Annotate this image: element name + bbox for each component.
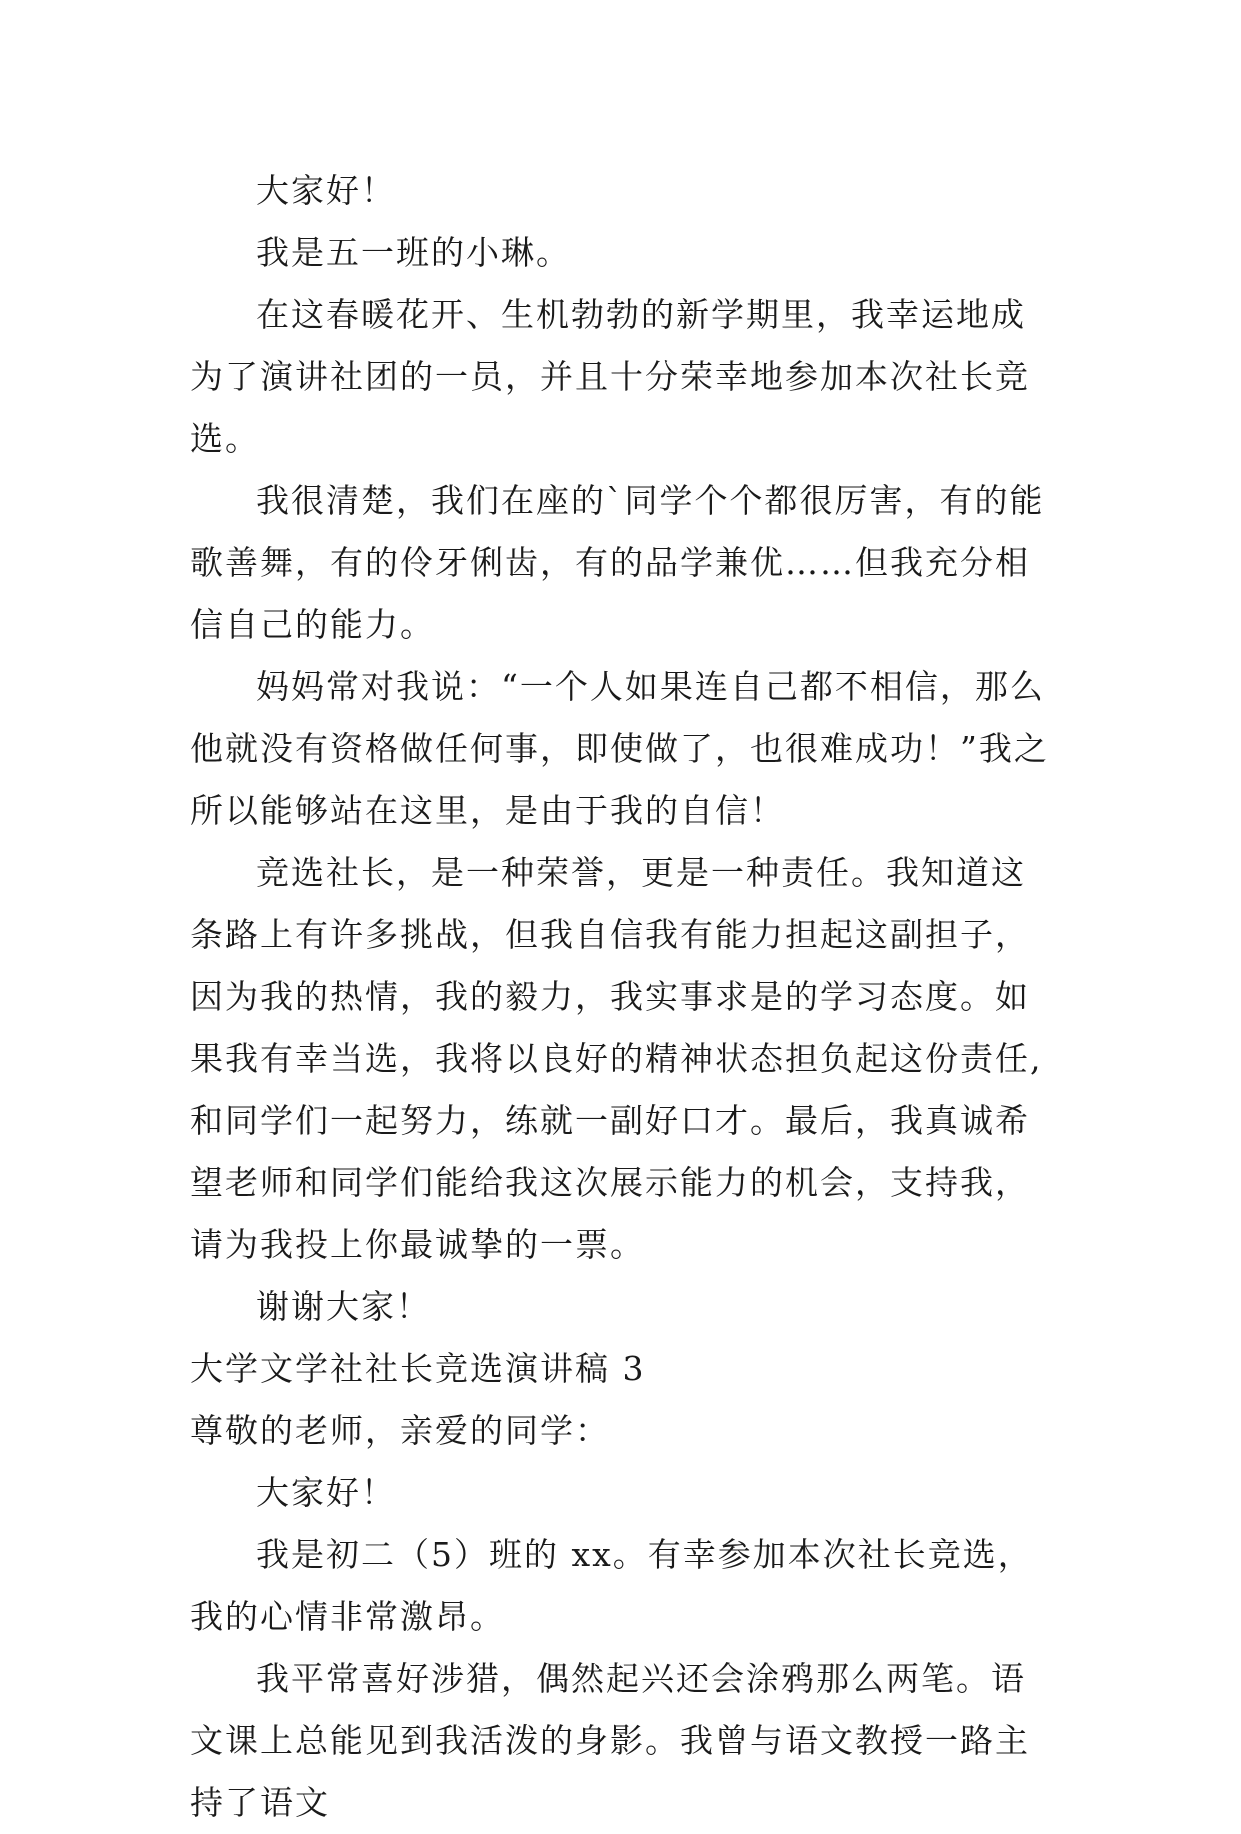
paragraph: 我很清楚，我们在座的`同学个个都很厉害，有的能歌善舞，有的伶牙俐齿，有的品学兼优……但我充分相信自己的能力。 <box>190 481 1045 644</box>
paragraph: 谢谢大家！ <box>256 1287 431 1326</box>
paragraph: 我平常喜好涉猎，偶然起兴还会涂鸦那么两笔。语文课上总能见到我活泼的身影。我曾与语文教授一路主持了语文 <box>190 1659 1030 1822</box>
paragraph: 在这春暖花开、生机勃勃的新学期里，我幸运地成为了演讲社团的一员，并且十分荣幸地参加本次社长竞选。 <box>190 295 1030 458</box>
document-body <box>190 160 1060 1834</box>
paragraph: 我是初二（5）班的 xx。有幸参加本次社长竞选，我的心情非常激昂。 <box>190 1535 1033 1636</box>
paragraph: 竞选社长，是一种荣誉，更是一种责任。我知道这条路上有许多挑战，但我自信我有能力担起这副担子，因为我的热情，我的毅力，我实事求是的学习态度。如果我有幸当选，我将以良好的精神状态担负起这份责任,和同学们一起努力，练就一副好口才。最后，我真诚希望老师和同学们能给我这次展示能力的机会，支持我，请为我投上你最诚挚的一票。 <box>190 853 1043 1264</box>
salutation: 尊敬的老师，亲爱的同学： <box>190 1411 610 1450</box>
paragraph: 大家好！ <box>256 1473 396 1512</box>
paragraph: 妈妈常对我说：“一个人如果连自己都不相信，那么他就没有资格做任何事，即使做了，也很难成功！”我之所以能够站在这里，是由于我的自信！ <box>190 667 1049 830</box>
section-heading: 大学文学社社长竞选演讲稿 3 <box>190 1349 646 1388</box>
paragraph: 大家好！ <box>256 171 396 210</box>
paragraph: 我是五一班的小琳。 <box>256 233 571 272</box>
